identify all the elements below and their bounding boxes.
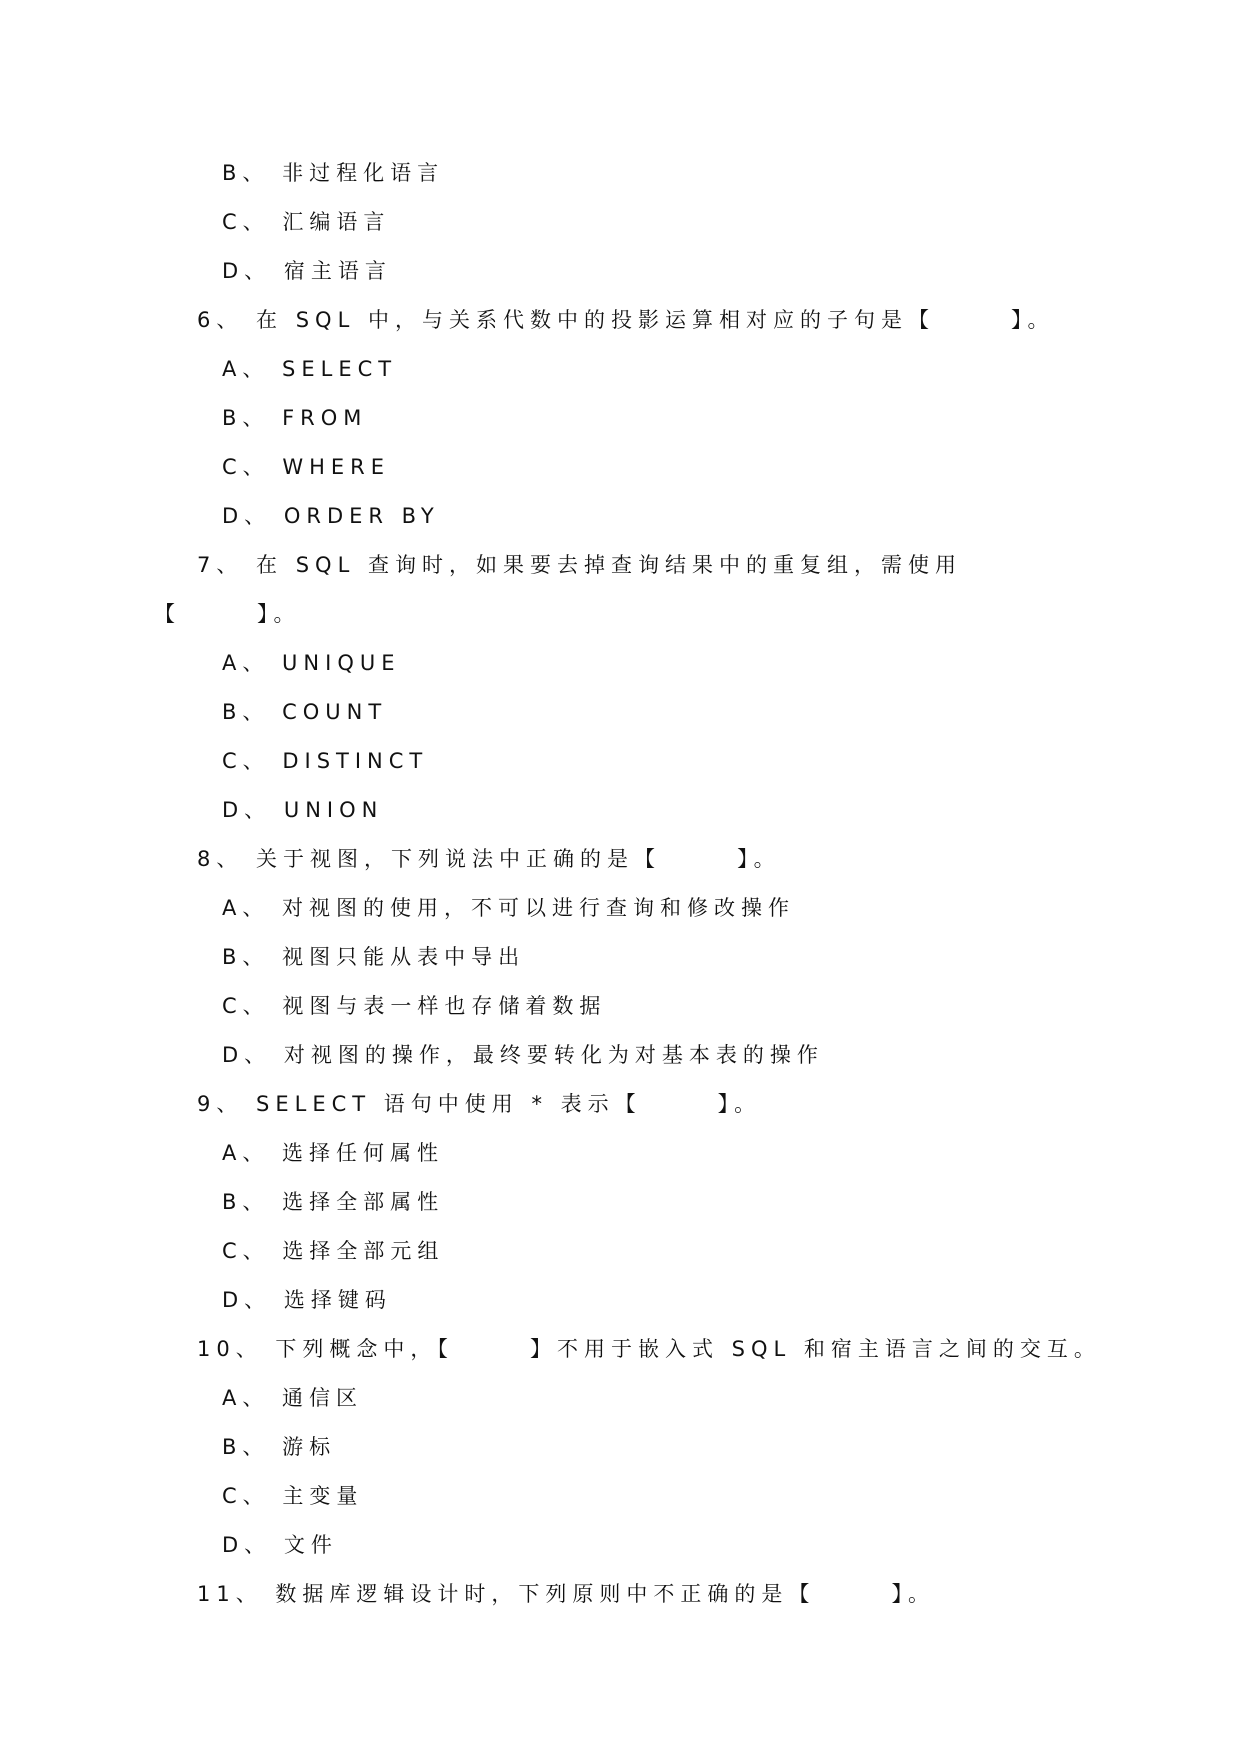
- option-9c: C、 选择全部元组: [222, 1239, 445, 1263]
- option-7a: A、 UNIQUE: [222, 651, 401, 675]
- option-6c: C、 WHERE: [222, 455, 391, 479]
- option-8d: D、 对视图的操作，最终要转化为对基本表的操作: [222, 1043, 824, 1067]
- option-5b: B、 非过程化语言: [222, 161, 445, 185]
- option-8b: B、 视图只能从表中导出: [222, 945, 526, 969]
- option-10a: A、 通信区: [222, 1386, 364, 1410]
- option-6d: D、 ORDER BY: [222, 504, 440, 528]
- option-9d: D、 选择键码: [222, 1288, 392, 1312]
- option-7d: D、 UNION: [222, 798, 384, 822]
- option-9b: B、 选择全部属性: [222, 1190, 445, 1214]
- option-6a: A、 SELECT: [222, 357, 398, 381]
- option-8c: C、 视图与表一样也存储着数据: [222, 994, 607, 1018]
- question-7-continuation: 【 】。: [154, 602, 301, 626]
- question-9: 9、 SELECT 语句中使用 * 表示【 】。: [197, 1092, 762, 1116]
- option-10c: C、 主变量: [222, 1484, 364, 1508]
- question-8: 8、 关于视图，下列说法中正确的是【 】。: [197, 847, 781, 871]
- question-6: 6、 在 SQL 中，与关系代数中的投影运算相对应的子句是【 】。: [197, 308, 1055, 332]
- option-9a: A、 选择任何属性: [222, 1141, 445, 1165]
- option-10d: D、 文件: [222, 1533, 338, 1557]
- option-7c: C、 DISTINCT: [222, 749, 429, 773]
- option-7b: B、 COUNT: [222, 700, 388, 724]
- question-11: 11、 数据库逻辑设计时，下列原则中不正确的是【 】。: [197, 1582, 935, 1606]
- question-7: 7、 在 SQL 查询时，如果要去掉查询结果中的重复组，需使用: [197, 553, 962, 577]
- option-10b: B、 游标: [222, 1435, 337, 1459]
- question-10: 10、 下列概念中，【 】不用于嵌入式 SQL 和宿主语言之间的交互。: [197, 1337, 1101, 1361]
- option-8a: A、 对视图的使用，不可以进行查询和修改操作: [222, 896, 796, 920]
- option-6b: B、 FROM: [222, 406, 368, 430]
- option-5c: C、 汇编语言: [222, 210, 391, 234]
- option-5d: D、 宿主语言: [222, 259, 392, 283]
